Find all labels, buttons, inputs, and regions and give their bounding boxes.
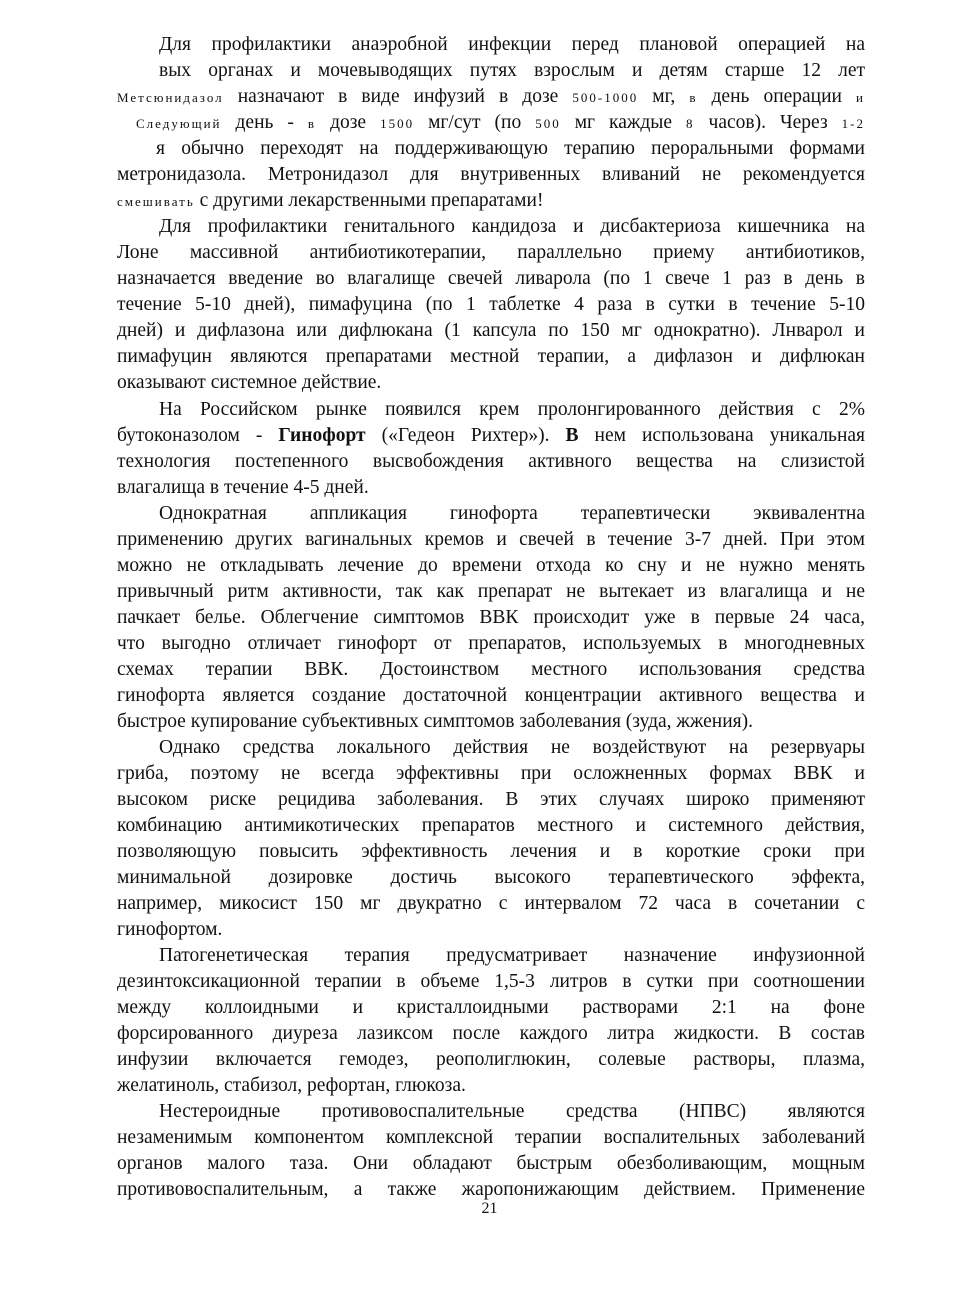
- text-line: течение 5-10 дней), пимафуцина (по 1 таблетке 4 раза в сутки в течение 5-10: [117, 294, 865, 315]
- text-line: пимафуцин являются препаратами местной терапии, а дифлазон и дифлюкан: [117, 346, 865, 367]
- text-line: На Российском рынке появился крем пролонгированного действия с 2%: [159, 399, 865, 420]
- text-line: дней) и дифлазона или дифлюкана (1 капсула по 150 мг однократно). Лнварол и: [117, 320, 865, 341]
- text-line: гриба, поэтому не всегда эффективны при осложненных формах ВВК и: [117, 763, 865, 784]
- text-line: гинофорта является создание достаточной концентрации активного вещества и: [117, 685, 865, 706]
- text-line: технология постепенного высвобождения активного вещества на слизистой: [117, 451, 865, 472]
- text-line: можно не откладывать лечение до времени отхода ко сну и не нужно менять: [117, 555, 865, 576]
- text-line: гинофортом.: [117, 919, 223, 940]
- text-line: Однократная аппликация гинофорта терапевтически эквивалентна: [159, 503, 865, 524]
- text-line: форсированного диуреза лазиксом после каждого литра жидкости. В состав: [117, 1023, 865, 1044]
- text-line: бутоконазолом - Гинофорт («Гедеон Рихтер»). В нем использована уникальная: [117, 425, 865, 446]
- text-line: дезинтоксикационной терапии в объеме 1,5-3 литров в сутки при соотношении: [117, 971, 865, 992]
- text-line: Для профилактики генитального кандидоза и дисбактериоза кишечника на: [159, 216, 865, 237]
- text-line: применению других вагинальных кремов и свечей в течение 3-7 дней. При этом: [117, 529, 865, 550]
- page-number: 21: [481, 1200, 498, 1217]
- text-line: например, микосист 150 мг двукратно с интервалом 72 часа в сочетании с: [117, 893, 865, 914]
- text-line: минимальной дозировке достичь высокого терапевтического эффекта,: [117, 867, 865, 888]
- text-line: комбинацию антимикотических препаратов местного и системного действия,: [117, 815, 865, 836]
- text-line: вых органах и мочевыводящих путях взрослым и детям старше 12 лет: [159, 60, 865, 81]
- text-line: оказывают системное действие.: [117, 372, 382, 393]
- text-line: что выгодно отличает гинофорт от препаратов, используемых в многодневных: [117, 633, 865, 654]
- text-line: незаменимым компонентом комплексной терапии воспалительных заболеваний: [117, 1127, 865, 1148]
- text-line: позволяющую повысить эффективность лечения и в короткие сроки при: [117, 841, 865, 862]
- text-line: противовоспалительным, а также жаропонижающим действием. Применение: [117, 1179, 865, 1200]
- text-line: привычный ритм активности, так как препарат не вытекает из влагалища и не: [117, 581, 865, 602]
- text-line: метронидазола. Метронидазол для внутривенных вливаний не рекомендуется: [117, 164, 865, 185]
- text-line: смешивать с другими лекарственными препаратами!: [117, 190, 544, 211]
- text-line: Однако средства локального действия не воздействуют на резервуары: [159, 737, 865, 758]
- text-line: Метсюнидазол назначают в виде инфузий в дозе 500-1000 мг, в день операции и: [117, 86, 866, 107]
- text-line: схемах терапии ВВК. Достоинством местного использования средства: [117, 659, 865, 680]
- text-line: Нестероидные противовоспалительные средства (НПВС) являются: [159, 1101, 865, 1122]
- text-line: желатиноль, стабизол, рефортан, глюкоза.: [117, 1075, 466, 1096]
- text-line: я обычно переходят на поддерживающую терапию пероральными формами: [156, 138, 865, 159]
- text-line: Для профилактики анаэробной инфекции перед плановой операцией на: [159, 34, 865, 55]
- text-line: Патогенетическая терапия предусматривает назначение инфузионной: [159, 945, 865, 966]
- text-line: быстрое купирование субъективных симптомов заболевания (зуда, жжения).: [117, 711, 753, 732]
- text-line: высоком риске рецидива заболевания. В этих случаях широко применяют: [117, 789, 865, 810]
- text-line: инфузии включается гемодез, реополиглюкин, солевые растворы, плазма,: [117, 1049, 865, 1070]
- text-line: назначается введение во влагалище свечей ливарола (по 1 свече 1 раз в день в: [117, 268, 865, 289]
- text-line: Следующий день - в дозе 1500 мг/сут (по 500 мг каждые 8 часов). Через 1-2: [136, 112, 865, 133]
- text-line: органов малого таза. Они обладают быстрым обезболивающим, мощным: [117, 1153, 865, 1174]
- text-line: влагалища в течение 4-5 дней.: [117, 477, 369, 498]
- text-line: пачкает белье. Облегчение симптомов ВВК происходит уже в первые 24 часа,: [117, 607, 865, 628]
- text-line: между коллоидными и кристаллоидными растворами 2:1 на фоне: [117, 997, 865, 1018]
- text-line: Лоне массивной антибиотикотерапии, параллельно приему антибиотиков,: [117, 242, 865, 263]
